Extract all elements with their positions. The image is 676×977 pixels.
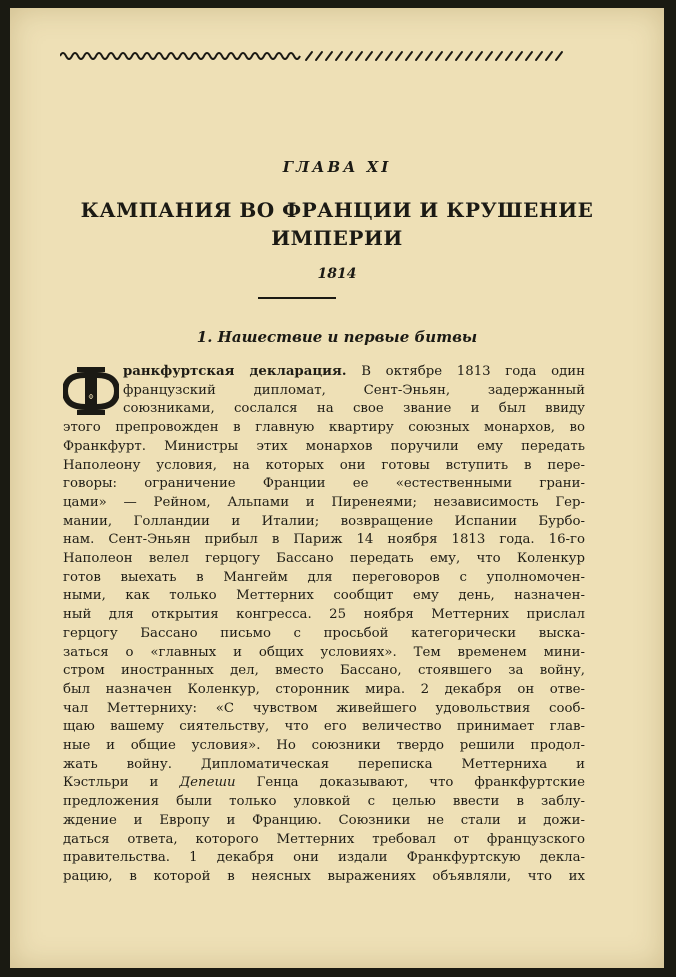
text-line: Наполеон велел герцогу Бассано передать ему, что Коленкур [63, 551, 585, 567]
text-line: герцогу Бассано письмо с просьбой категорически выска- [63, 625, 585, 641]
text-line: ные и общие условия». Но союзники твердо решили продол- [63, 738, 585, 754]
text-line: мании, Голландии и Италии; возвращение Испании Бурбо- [63, 513, 585, 529]
text-line: щаю вашему сиятельству, что его величество принимает глав- [63, 719, 585, 735]
body-text [63, 363, 585, 887]
decorative-header-ornament [60, 46, 570, 66]
text-line: Кэстльри и Депеши Генца доказывают, что франкфуртские [63, 775, 585, 791]
text-line: говоры: ограничение Франции ее «естественными грани- [63, 476, 585, 492]
divider-rule [258, 297, 336, 299]
chapter-title-line-2: ИМПЕРИИ [271, 226, 403, 250]
text-line: был назначен Коленкур, сторонник мира. 2 декабря он отве- [63, 681, 585, 697]
text-line: этого препровожден в главную квартиру союзных монархов, во [63, 420, 585, 436]
text-line: рацию, в которой в неясных выражениях объявляли, что их [63, 868, 585, 884]
text-line: жать войну. Дипломатическая переписка Меттерниха и [63, 756, 585, 772]
text-line: ными, как только Меттерних сообщит ему день, назначен- [63, 588, 585, 604]
text-line: цами» — Рейном, Альпами и Пиренеями; независимость Гер- [63, 494, 585, 510]
text-line: заться о «главных и общих условиях». Тем временем мини- [63, 644, 585, 660]
chapter-year: 1814 [317, 266, 357, 282]
text-line: Франкфурт. Министры этих монархов поручили ему передать [63, 438, 585, 454]
text-line: стром иностранных дел, вместо Бассано, стоявшего за войну, [63, 663, 585, 679]
text-line: ранкфуртская декларация. В октябре 1813 года один [123, 364, 585, 379]
dropcap-letter [63, 365, 119, 417]
chapter-label: ГЛАВА XI [282, 158, 392, 176]
section-title: 1. Нашествие и первые битвы [196, 328, 478, 346]
text-line: ный для открытия конгресса. 25 ноября Меттерних прислал [63, 607, 585, 623]
text-line: правительства. 1 декабря они издали Франкфуртскую декла- [63, 850, 585, 866]
text-line: даться ответа, которого Меттерних требовал от французского [63, 831, 585, 847]
lead-in: ранкфуртская декларация. [123, 364, 347, 379]
italic-word: Депеши [179, 775, 236, 791]
svg-text:Ф: Ф [88, 394, 94, 401]
text-line: готов выехать в Мангейм для переговоров с уполномочен- [63, 569, 585, 585]
text-line: французский дипломат, Сент-Эньян, задержанный [123, 382, 585, 398]
chapter-title [10, 196, 664, 252]
book-page [10, 8, 664, 968]
text-line: Наполеону условия, на которых они готовы вступить в пере- [63, 457, 585, 473]
chapter-title-line-1: КАМПАНИЯ ВО ФРАНЦИИ И КРУШЕНИЕ [80, 198, 594, 222]
text-line: предложения были только уловкой с целью ввести в заблу- [63, 794, 585, 810]
text-line: чал Меттерниху: «С чувством живейшего удовольствия сооб- [63, 700, 585, 716]
text-line: ждение и Европу и Францию. Союзники не стали и дожи- [63, 812, 585, 828]
text-line: нам. Сент-Эньян прибыл в Париж 14 ноября 1813 года. 16-го [63, 532, 585, 548]
text-line: союзниками, сослался на свое звание и был ввиду [123, 401, 585, 417]
